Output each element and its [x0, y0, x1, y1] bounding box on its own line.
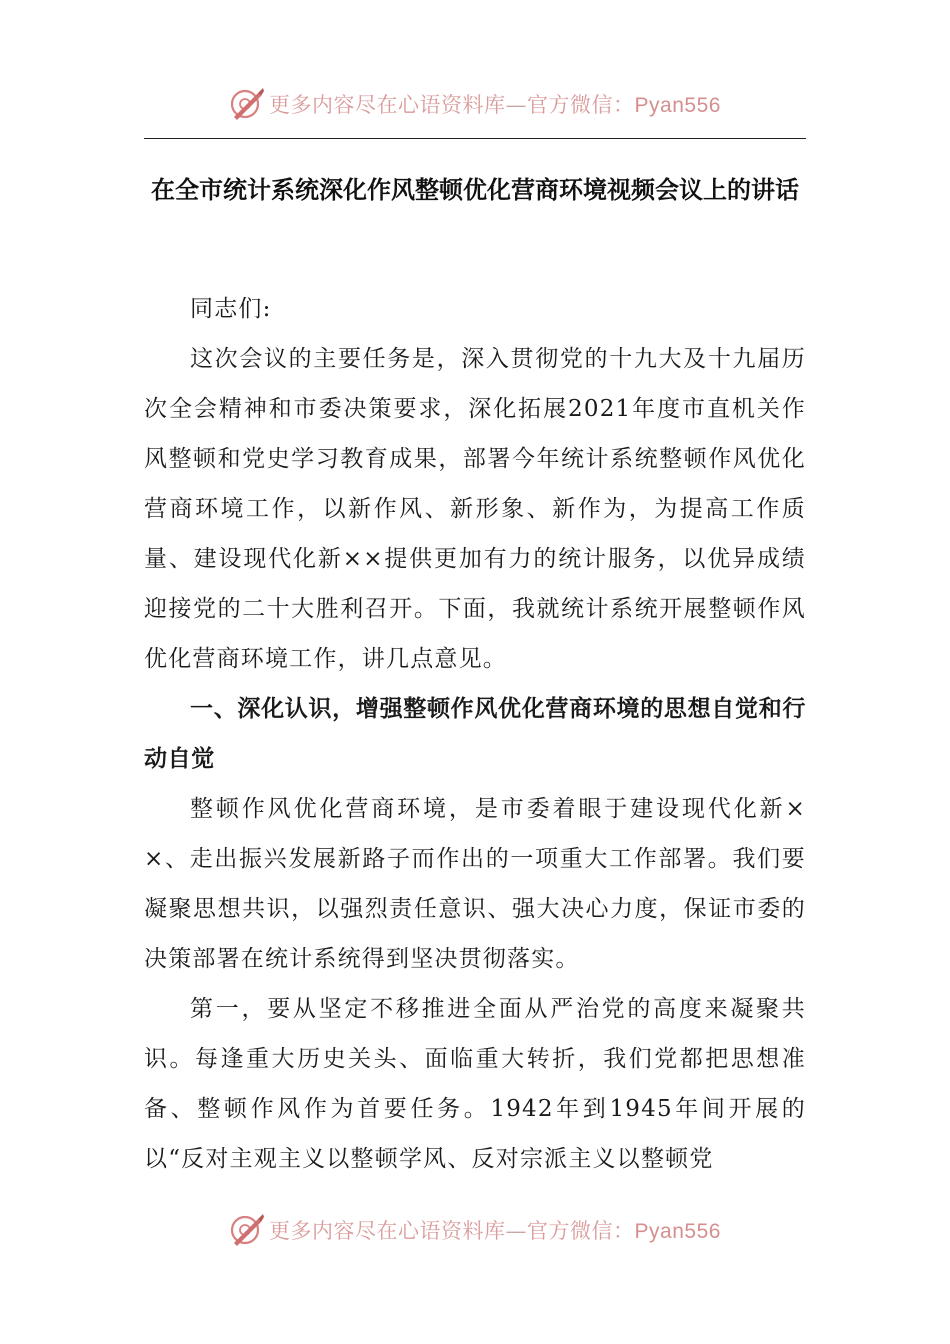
paragraph-first-point: 第一，要从坚定不移推进全面从严治党的高度来凝聚共识。每逢重大历史关头、面临重大转折，我们党都把思想准备、整顿作风作为首要任务。1942年到1945年间开展的以“反对主观主义以整顿学风、反对宗派主义以整顿党 — [144, 996, 806, 1172]
section-heading-1: 一、深化认识，增强整顿作风优化营商环境的思想自觉和行动自觉 — [144, 696, 806, 772]
watermark-cn: 更多内容尽在心语资料库 — [269, 93, 506, 117]
paragraph-salutation: 同志们: — [190, 296, 272, 322]
watermark-cn: 更多内容尽在心语资料库 — [269, 1219, 506, 1243]
watermark-text — [269, 1215, 721, 1245]
header-rule — [144, 138, 806, 139]
watermark-banner-top — [0, 82, 950, 126]
pen-logo-icon — [229, 1212, 265, 1248]
document-title: 在全市统计系统深化作风整顿优化营商环境视频会议上的讲话 — [151, 176, 799, 204]
watermark-banner-bottom — [0, 1208, 950, 1252]
watermark-dash: — — [505, 1219, 528, 1243]
watermark-dash: — — [505, 93, 528, 117]
watermark-wechat-label: 官方微信： — [527, 1219, 635, 1243]
watermark-text — [269, 89, 721, 119]
paragraph-intro: 这次会议的主要任务是，深入贯彻党的十九大及十九届历次全会精神和市委决策要求，深化拓展2021年度市直机关作风整顿和党史学习教育成果，部署今年统计系统整顿作风优化营商环境工作，以新作风、新形象、新作为，为提高工作质量、建设现代化新××提供更加有力的统计服务，以优异成绩迎接党的二十大胜利召开。下面，我就统计系统开展整顿作风优化营商环境工作，讲几点意见。 — [144, 346, 806, 672]
watermark-wechat-id: Pyan556 — [634, 94, 721, 117]
pen-logo-icon — [229, 86, 265, 122]
document-body — [144, 284, 806, 1184]
watermark-wechat-id: Pyan556 — [634, 1220, 721, 1243]
paragraph-section1: 整顿作风优化营商环境，是市委着眼于建设现代化新××、走出振兴发展新路子而作出的一项重大工作部署。我们要凝聚思想共识，以强烈责任意识、强大决心力度，保证市委的决策部署在统计系统得到坚决贯彻落实。 — [144, 796, 806, 972]
watermark-wechat-label: 官方微信： — [527, 93, 635, 117]
